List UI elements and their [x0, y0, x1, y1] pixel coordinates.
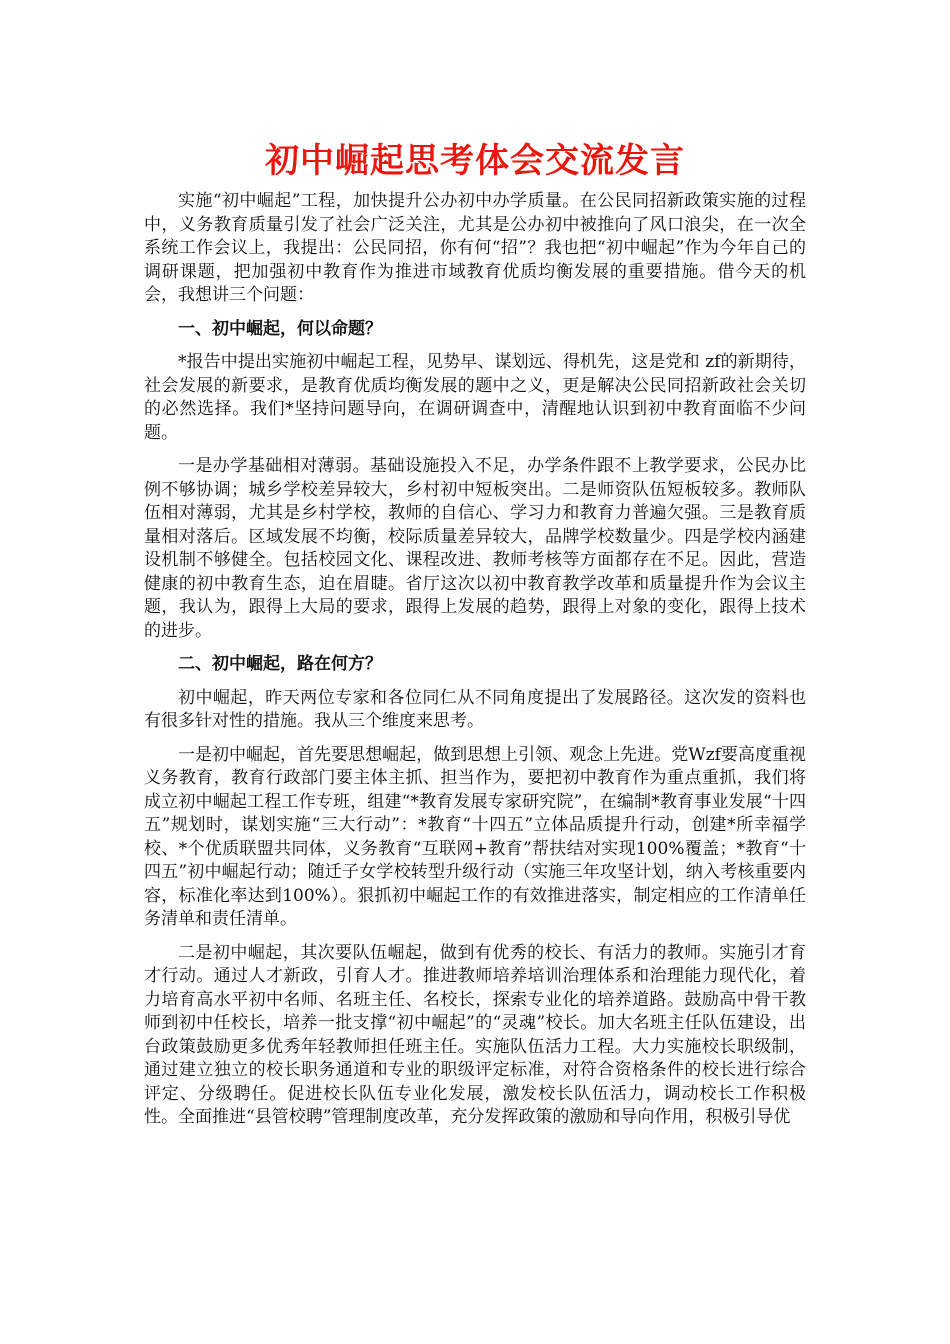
- document-title: 初中崛起思考体会交流发言: [265, 141, 685, 181]
- document-body: [144, 190, 806, 1140]
- section1-paragraph-1: *报告中提出实施初中崛起工程，见势早、谋划远、得机先，这是党和 zf的新期待，社会发展的新要求，是教育优质均衡发展的题中之义，更是解决公民同招新政社会关切的必然选择。我们*坚持问题导向，在调研调查中，清醒地认识到初中教育面临不少问题。: [144, 352, 806, 443]
- section-heading-1: 一、初中崛起，何以命题？: [178, 318, 382, 339]
- section2-paragraph-2: 一是初中崛起，首先要思想崛起，做到思想上引领、观念上先进。党Wzf要高度重视义务教育，教育行政部门要主体主抓、担当作为，要把初中教育作为重点重抓，我们将成立初中崛起工程工作专班，组建“*教育发展专家研究院”，在编制*教育事业发展“十四五”规划时，谋划实施“三大行动”：*教育“十四五”立体品质提升行动，创建*所幸福学校、*个优质联盟共同体，义务教育“互联网+教育”帮扶结对实现100%覆盖；*教育“十四五”初中崛起行动；随迁子女学校转型升级行动（实施三年攻坚计划，纳入考核重要内容，标准化率达到100%）。狠抓初中崛起工作的有效推进落实，制定相应的工作清单任务清单和责任清单。: [144, 744, 806, 929]
- intro-paragraph: 实施“初中崛起”工程，加快提升公办初中办学质量。在公民同招新政策实施的过程中，义务教育质量引发了社会广泛关注，尤其是公办初中被推向了风口浪尖，在一次全系统工作会议上，我提出：公民同招，你有何“招”？我也把“初中崛起”作为今年自己的调研课题，把加强初中教育作为推进市域教育优质均衡发展的重要措施。借今天的机会，我想讲三个问题：: [144, 191, 806, 305]
- section2-paragraph-3: 二是初中崛起，其次要队伍崛起，做到有优秀的校长、有活力的教师。实施引才育才行动。通过人才新政，引育人才。推进教师培养培训治理体系和治理能力现代化，着力培育高水平初中名师、名班主任、名校长，探索专业化的培养道路。鼓励高中骨干教师到初中任校长，培养一批支撑“初中崛起”的“灵魂”校长。加大名班主任队伍建设，出台政策鼓励更多优秀年轻教师担任班主任。实施队伍活力工程。大力实施校长职级制，通过建立独立的校长职务通道和专业的职级评定标准，对符合资格条件的校长进行综合评定、分级聘任。促进校长队伍专业化发展，激发校长队伍活力，调动校长工作积极性。全面推进“县管校聘”管理制度改革，充分发挥政策的激励和导向作用，积极引导优: [144, 942, 806, 1127]
- section2-paragraph-1: 初中崛起，昨天两位专家和各位同仁从不同角度提出了发展路径。这次发的资料也有很多针对性的措施。我从三个维度来思考。: [144, 687, 806, 731]
- section-heading-2: 二、初中崛起，路在何方？: [178, 654, 382, 674]
- section1-paragraph-2: 一是办学基础相对薄弱。基础设施投入不足，办学条件跟不上教学要求，公民办比例不够协调；城乡学校差异较大，乡村初中短板突出。二是师资队伍短板较多。教师队伍相对薄弱，尤其是乡村学校，教师的自信心、学习力和教育力普遍欠强。三是教育质量相对落后。区域发展不均衡，校际质量差异较大，品牌学校数量少。四是学校内涵建设机制不够健全。包括校园文化、课程改进、教师考核等方面都存在不足。因此，营造健康的初中教育生态，迫在眉睫。省厅这次以初中教育教学改革和质量提升作为会议主题，我认为，跟得上大局的要求，跟得上发展的趋势，跟得上对象的变化，跟得上技术的进步。: [144, 456, 806, 641]
